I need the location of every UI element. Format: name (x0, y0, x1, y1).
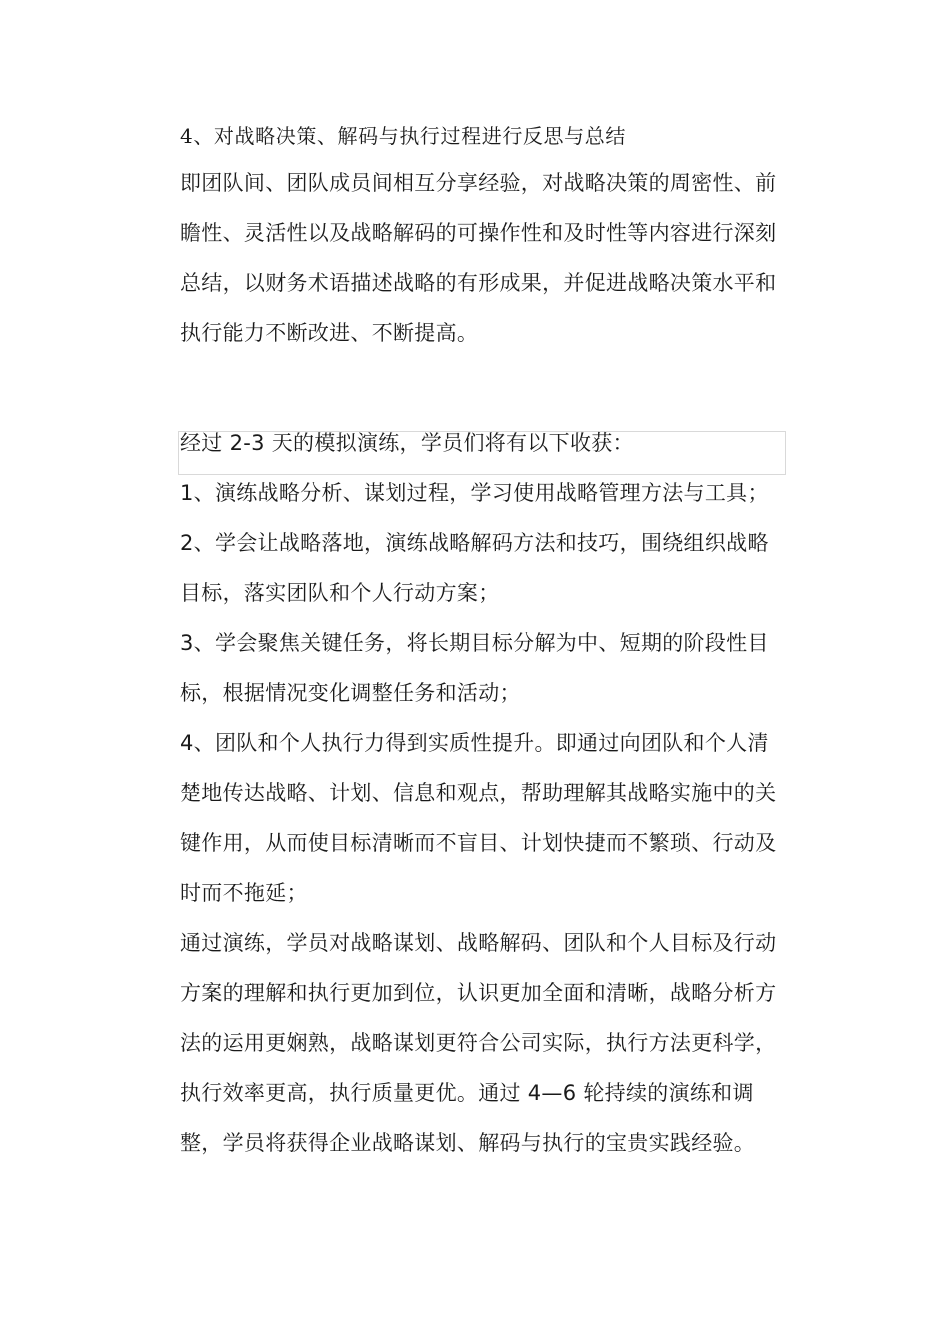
list-item: 3、学会聚焦关键任务，将长期目标分解为中、短期的阶段性目标，根据情况变化调整任务和活动； (180, 631, 769, 705)
list-item: 1、演练战略分析、谋划过程，学习使用战略管理方法与工具； (180, 481, 769, 505)
conclusion-paragraph: 通过演练，学员对战略谋划、战略解码、团队和个人目标及行动方案的理解和执行更加到位，认识更加全面和清晰，战略分析方法的运用更娴熟，战略谋划更符合公司实际，执行方法更科学，执行效率更高，执行质量更优。通过 4—6 轮持续的演练和调整，学员将获得企业战略谋划、解码与执行的宝贵实践经验。 (180, 931, 777, 1155)
list-item: 4、团队和个人执行力得到实质性提升。即通过向团队和个人清楚地传达战略、计划、信息和观点，帮助理解其战略实施中的关键作用，从而使目标清晰而不盲目、计划快捷而不繁琐、行动及时而不拖延； (180, 731, 777, 905)
intro-paragraph: 即团队间、团队成员间相互分享经验，对战略决策的周密性、前瞻性、灵活性以及战略解码的可操作性和及时性等内容进行深刻总结，以财务术语描述战略的有形成果，并促进战略决策水平和执行能力不断改进、不断提高。 (180, 171, 777, 345)
section-heading: 4、对战略决策、解码与执行过程进行反思与总结 (180, 124, 626, 148)
list-item: 2、学会让战略落地，演练战略解码方法和技巧，围绕组织战略目标，落实团队和个人行动方案； (180, 531, 769, 605)
gains-list (180, 468, 790, 1168)
gains-intro: 经过 2-3 天的模拟演练，学员们将有以下收获： (180, 431, 634, 455)
